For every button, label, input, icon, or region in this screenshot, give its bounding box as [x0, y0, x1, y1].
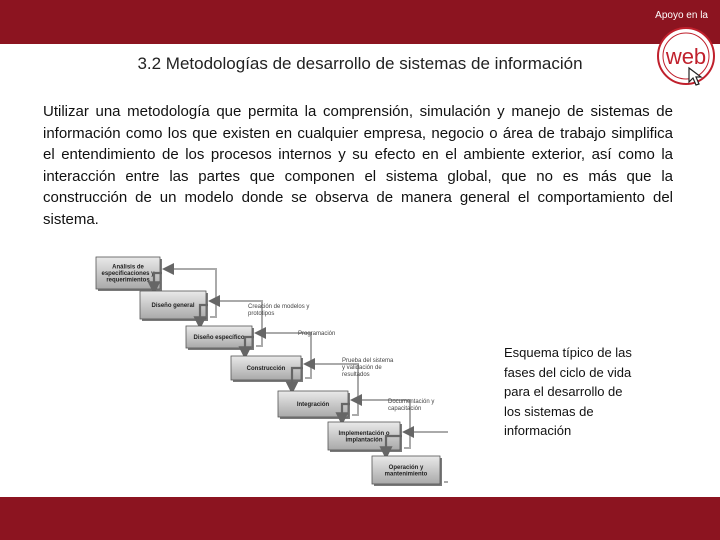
lifecycle-diagram [88, 250, 448, 490]
diagram-note: Documentación y [388, 399, 435, 405]
stage-label: implantación [345, 437, 383, 444]
diagram-caption: Esquema típico de las fases del ciclo de vida para el desarrollo de los sistemas de información [504, 345, 632, 438]
diagram-note: prototipos [248, 311, 275, 317]
stage-box [96, 257, 162, 291]
bottom-band [0, 497, 720, 540]
stage-label: mantenimiento [384, 471, 428, 478]
stage-label: Implementación o [338, 430, 390, 437]
stage-box [372, 456, 442, 486]
stage-box [186, 326, 254, 350]
stage-label: Análisis de [112, 264, 144, 271]
stage-label: requerimientos [106, 277, 150, 284]
diagram-note: capacitación [388, 406, 422, 412]
body-paragraph: Utilizar una metodología que permita la comprensión, simulación y manejo de sistemas de información como los que existen en cualquier empresa, negocio o área de trabajo simplifica el entendimiento de los procesos internos y su efecto en el ambiente exterior, así como la interacción entre las partes que componen el sistema global, que no es más que la construcción de un modelo donde se observa de manera general el comportamiento del sistema. [43, 103, 673, 228]
diagram-note: Prueba del sistema [342, 358, 394, 364]
stage-label: Integración [296, 402, 330, 409]
logo-text: web [665, 44, 707, 69]
brand-text: Apoyo en la [655, 10, 708, 21]
diagram-note: Creación de modelos y [248, 304, 310, 310]
slide-title: 3.2 Metodologías de desarrollo de sistemas de información [137, 54, 583, 73]
diagram-note: y validación de [342, 365, 382, 371]
stage-label: Diseño general [151, 303, 195, 310]
stage-label: Construcción [246, 366, 286, 373]
stage-label: Operación y [388, 464, 424, 471]
stage-label: especificaciones y [101, 271, 155, 278]
top-band [0, 0, 720, 44]
stage-label: Diseño específico [193, 335, 245, 342]
stage-box [278, 391, 350, 419]
stage-box [140, 291, 208, 321]
diagram-note: resultados [342, 372, 370, 378]
diagram-note: Programación [298, 331, 336, 337]
